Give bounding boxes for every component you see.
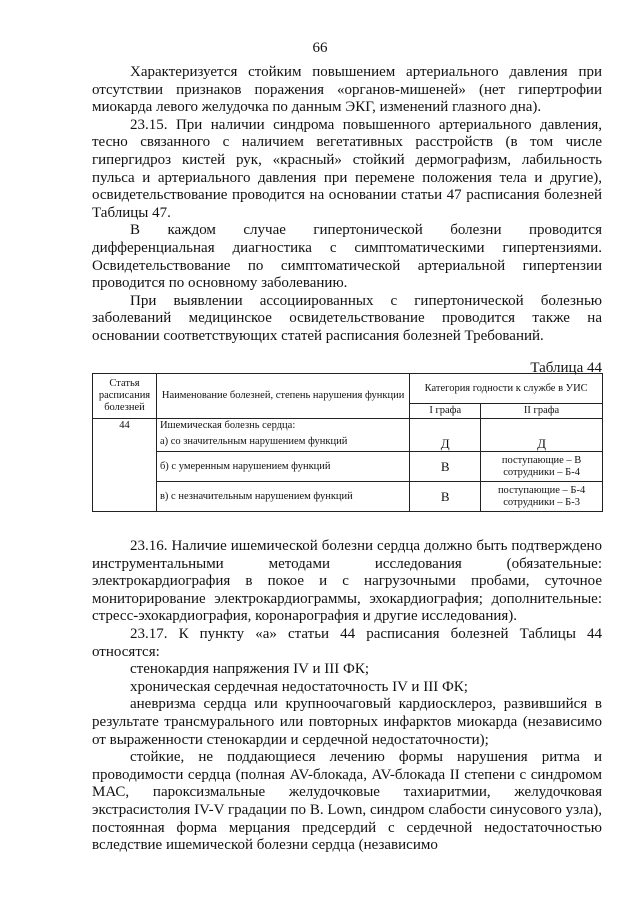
- paragraph-23-15: 23.15. При наличии синдрома повышенного артериального давления, тесно связанного с наличием вегетативных расстройств (в том числе гипергидроз кистей рук, «красный» стойкий дермографизм, лабильность пульса и артериального давления при перемене положения тела и другие), освидетельствование проводится на основании статьи 47 расписания болезней Таблицы 47.: [92, 116, 602, 221]
- fitness-table-44: [92, 373, 603, 512]
- text-block-bottom: [92, 538, 602, 855]
- list-item: стойкие, не поддающиеся лечению формы нарушения ритма и проводимости сердца (полная AV-блокада, AV-блокада II степени с синдромом МАС, пароксизмальные желудочковые тахиаритмии, желудочковая экстрасистолия IV-V градации по B. Lown, синдром слабости синусового узла), постоянная форма мерцания предсердий с сердечной недостаточностью вследствие ишемической болезни сердца (независимо: [92, 749, 602, 854]
- text-block-top: [92, 64, 602, 346]
- header-disease-name: Наименование болезней, степень нарушения функции: [156, 374, 409, 419]
- list-item: аневризма сердца или крупноочаговый кардиосклероз, развившийся в результате трансмурального или повторных инфарктов миокарда (независимо от выраженности стенокардии и сердечной недостаточности);: [92, 696, 602, 748]
- article-number: 44: [93, 419, 157, 512]
- table-row: [93, 452, 603, 482]
- table-caption: Таблица 44: [530, 360, 602, 376]
- row-b-column-1: В: [410, 452, 481, 482]
- row-b-name: б) с умеренным нарушением функций: [156, 452, 409, 482]
- table-row: [93, 482, 603, 512]
- list-item: стенокардия напряжения IV и III ФК;: [130, 661, 370, 678]
- paragraph-23-17: 23.17. К пункту «а» статьи 44 расписания болезней Таблицы 44 относятся:: [92, 625, 602, 660]
- header-column-2: II графа: [481, 404, 603, 419]
- header-article: Статья расписания болезней: [93, 374, 157, 419]
- row-a-column-2: Д: [481, 419, 603, 452]
- header-column-1: I графа: [410, 404, 481, 419]
- row-a-column-1: Д: [410, 419, 481, 452]
- row-b-column-2: [481, 452, 603, 482]
- row-a-label: а) со значительным нарушением функций: [159, 436, 348, 447]
- table-row: [93, 419, 603, 452]
- row-c-applicants: поступающие – Б-4: [497, 484, 586, 496]
- header-category: Категория годности к службе в УИС: [410, 374, 603, 404]
- paragraph-hypertension-stage: Характеризуется стойким повышением артериального давления при отсутствии признаков поражения «органов-мишеней» (нет гипертрофии миокарда левого желудочка по данным ЭКГ, изменений глазного дна).: [92, 64, 602, 116]
- list-item: хроническая сердечная недостаточность IV и III ФК;: [130, 678, 468, 695]
- row-b-employees: сотрудники – Б-4: [503, 466, 580, 478]
- row-c-name: в) с незначительным нарушением функций: [156, 482, 409, 512]
- row-b-applicants: поступающие – В: [501, 454, 582, 466]
- row-a-name: [156, 419, 409, 452]
- table-header-row: [93, 374, 603, 404]
- page-number: 66: [312, 40, 328, 56]
- paragraph-23-16: 23.16. Наличие ишемической болезни сердца должно быть подтверждено инструментальными методами исследования (обязательные: электрокардиография в покое и с нагрузочными пробами, суточное мониторирование электрокардиограммы, эхокардиография; дополнительные: стресс-эхокардиография, коронарография и другие исследования).: [92, 538, 602, 625]
- disease-title: Ишемическая болезнь сердца:: [159, 420, 296, 431]
- paragraph-differential-diagnosis: В каждом случае гипертонической болезни проводится дифференциальная диагностика с симптоматическими гипертензиями. Освидетельствование по симптоматической артериальной гипертензии проводится по основному заболеванию.: [92, 222, 602, 292]
- row-c-column-2: [481, 482, 603, 512]
- paragraph-associated-diseases: При выявлении ассоциированных с гипертонической болезнью заболеваний медицинское освидетельствование проводится также на основании соответствующих статей расписания болезней Требований.: [92, 292, 602, 344]
- row-c-column-1: В: [410, 482, 481, 512]
- row-c-employees: сотрудники – Б-3: [503, 496, 580, 508]
